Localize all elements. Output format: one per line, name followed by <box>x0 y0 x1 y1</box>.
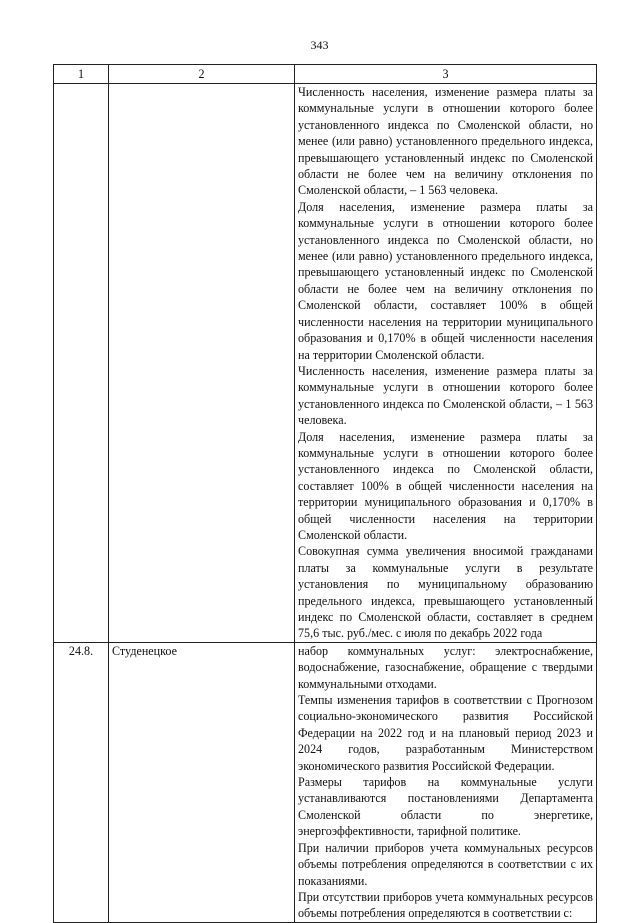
table-row <box>54 84 597 643</box>
row-description <box>295 84 597 643</box>
paragraph: Численность населения, изменение размера платы за коммунальные услуги в отношении которого более установленного индекса по Смоленской области, но менее (или равно) установленного предельного индекса, превышающего установленный индекс по Смоленской области не более чем на величину отклонения по Смоленской области, – 1 563 человека. <box>298 85 593 198</box>
paragraph: Доля населения, изменение размера платы за коммунальные услуги в отношении которого более установленного индекса по Смоленской области, составляет 100% в общей численности населения на территории муниципального образования и 0,170% в общей численности населения на территории Смоленской области. <box>298 429 593 542</box>
table-row <box>54 642 597 922</box>
row-number: 24.8. <box>54 642 109 922</box>
municipality-name: Студенецкое <box>109 642 295 922</box>
row-number <box>54 84 109 643</box>
paragraph: При наличии приборов учета коммунальных ресурсов объемы потребления определяются в соответствии с их показаниями. <box>298 840 593 888</box>
page-number: 343 <box>310 38 329 52</box>
header-col-3: 3 <box>295 65 597 84</box>
paragraph: Темпы изменения тарифов в соответствии с Прогнозом социально-экономического развития Российской Федерации на 2022 год и на плановый период 2023 и 2024 годов, разработанным Министерством экономического развития Российской Федерации. <box>298 693 593 773</box>
table-header-row <box>54 65 597 84</box>
paragraph: При отсутствии приборов учета коммунальных ресурсов объемы потребления определяются в соответствии с: <box>298 889 593 921</box>
paragraph: Доля населения, изменение размера платы за коммунальные услуги в отношении которого более установленного индекса по Смоленской области, но менее (или равно) установленного предельного индекса, превышающего установленный индекс по Смоленской области не более чем на величину отклонения по Смоленской области, составляет 100% в общей численности населения на территории муниципального образования и 0,170% в общей численности населения на территории Смоленской области. <box>298 199 593 362</box>
header-col-1: 1 <box>54 65 109 84</box>
paragraph: Совокупная сумма увеличения вносимой гражданами платы за коммунальные услуги в результате установления по муниципальному образованию предельного индекса, превышающего установленный индекс по Смоленской области, составляет в среднем 75,6 тыс. руб./мес. с июля по декабрь 2022 года <box>298 544 593 641</box>
row-description <box>295 642 597 922</box>
paragraph: набор коммунальных услуг: электроснабжение, водоснабжение, газоснабжение, обращение с твердыми коммунальными отходами. <box>298 643 593 691</box>
header-col-2: 2 <box>109 65 295 84</box>
municipality-name <box>109 84 295 643</box>
paragraph: Размеры тарифов на коммунальные услуги устанавливаются постановлениями Департамента Смоленской области по энергетике, энергоэффективности, тарифной политике. <box>298 775 593 839</box>
document-table <box>53 64 597 923</box>
paragraph: Численность населения, изменение размера платы за коммунальные услуги в отношении которого более установленного индекса по Смоленской области, – 1 563 человека. <box>298 363 593 428</box>
